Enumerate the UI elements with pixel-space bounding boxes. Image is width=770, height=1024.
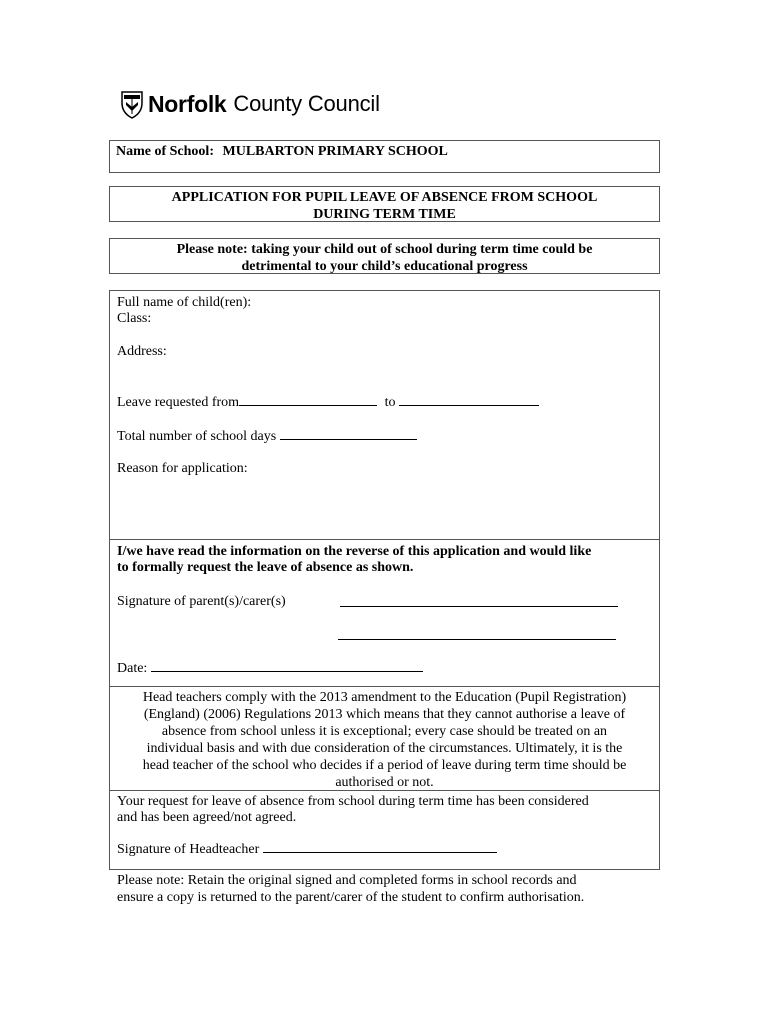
date-label: Date: xyxy=(117,661,148,676)
footer-note-line1: Please note: Retain the original signed and completed forms in school records and xyxy=(117,873,577,888)
warning-note-box xyxy=(109,238,660,274)
form-title-box xyxy=(109,186,660,222)
decision-line2: and has been agreed/not agreed. xyxy=(117,810,297,825)
form-title-line1: APPLICATION FOR PUPIL LEAVE OF ABSENCE FROM SCHOOL xyxy=(171,190,598,205)
child-name-label: Full name of child(ren): xyxy=(117,295,252,310)
headteacher-info-line: authorised or not. xyxy=(335,775,434,790)
leave-from-field[interactable] xyxy=(239,393,377,406)
logo-norfolk-text: Norfolk xyxy=(148,90,227,117)
headteacher-info-line: Head teachers comply with the 2013 amendment to the Education (Pupil Registration) xyxy=(142,690,627,705)
form-title-line2: DURING TERM TIME xyxy=(313,207,456,222)
section-divider xyxy=(110,790,659,791)
leave-to-label: to xyxy=(384,395,396,410)
section-divider xyxy=(110,686,659,687)
school-label: Name of School: xyxy=(116,144,214,159)
parent-signature-label: Signature of parent(s)/carer(s) xyxy=(117,594,286,609)
parent-signature-field-1[interactable] xyxy=(340,594,618,607)
date-field[interactable] xyxy=(151,659,423,672)
leave-from-label: Leave requested from xyxy=(117,395,240,410)
headteacher-info-line: (England) (2006) Regulations 2013 which means that they cannot authorise a leave of xyxy=(143,707,626,722)
footer-note-line2: ensure a copy is returned to the parent/carer of the student to confirm authorisation. xyxy=(117,890,585,905)
headteacher-signature-field[interactable] xyxy=(263,840,497,853)
reason-label: Reason for application: xyxy=(117,461,248,476)
declaration-line1: I/we have read the information on the reverse of this application and would like xyxy=(117,544,592,559)
crest-icon xyxy=(120,89,144,119)
headteacher-info xyxy=(114,689,655,791)
total-days-field[interactable] xyxy=(280,427,417,440)
headteacher-info-line: individual basis and with due consideration of the circumstances. Ultimately, it is the xyxy=(146,741,623,756)
school-value: MULBARTON PRIMARY SCHOOL xyxy=(222,144,448,159)
headteacher-signature-label: Signature of Headteacher xyxy=(117,842,260,857)
date-row xyxy=(117,659,423,677)
total-days-row xyxy=(117,427,417,445)
class-label: Class: xyxy=(117,311,152,326)
decision-line1: Your request for leave of absence from school during term time has been considered xyxy=(117,794,589,809)
application-form-box xyxy=(109,290,660,870)
parent-signature-field-2[interactable] xyxy=(338,627,616,640)
school-name-box xyxy=(109,140,660,173)
norfolk-county-council-logo xyxy=(120,88,380,120)
leave-dates-row xyxy=(117,393,539,411)
declaration-line2: to formally request the leave of absence as shown. xyxy=(117,560,414,575)
warning-note-line1: Please note: taking your child out of school during term time could be xyxy=(176,242,593,257)
address-label: Address: xyxy=(117,344,167,359)
headteacher-signature-row xyxy=(117,840,497,858)
section-divider xyxy=(110,539,659,540)
total-days-label: Total number of school days xyxy=(117,429,277,444)
headteacher-info-line: head teacher of the school who decides if a period of leave during term time should be xyxy=(142,758,627,773)
logo-council-text: County Council xyxy=(233,91,380,116)
warning-note-line2: detrimental to your child’s educational progress xyxy=(241,259,528,274)
leave-to-field[interactable] xyxy=(399,393,539,406)
headteacher-info-line: absence from school unless it is exceptional; every case should be treated on an xyxy=(161,724,608,739)
